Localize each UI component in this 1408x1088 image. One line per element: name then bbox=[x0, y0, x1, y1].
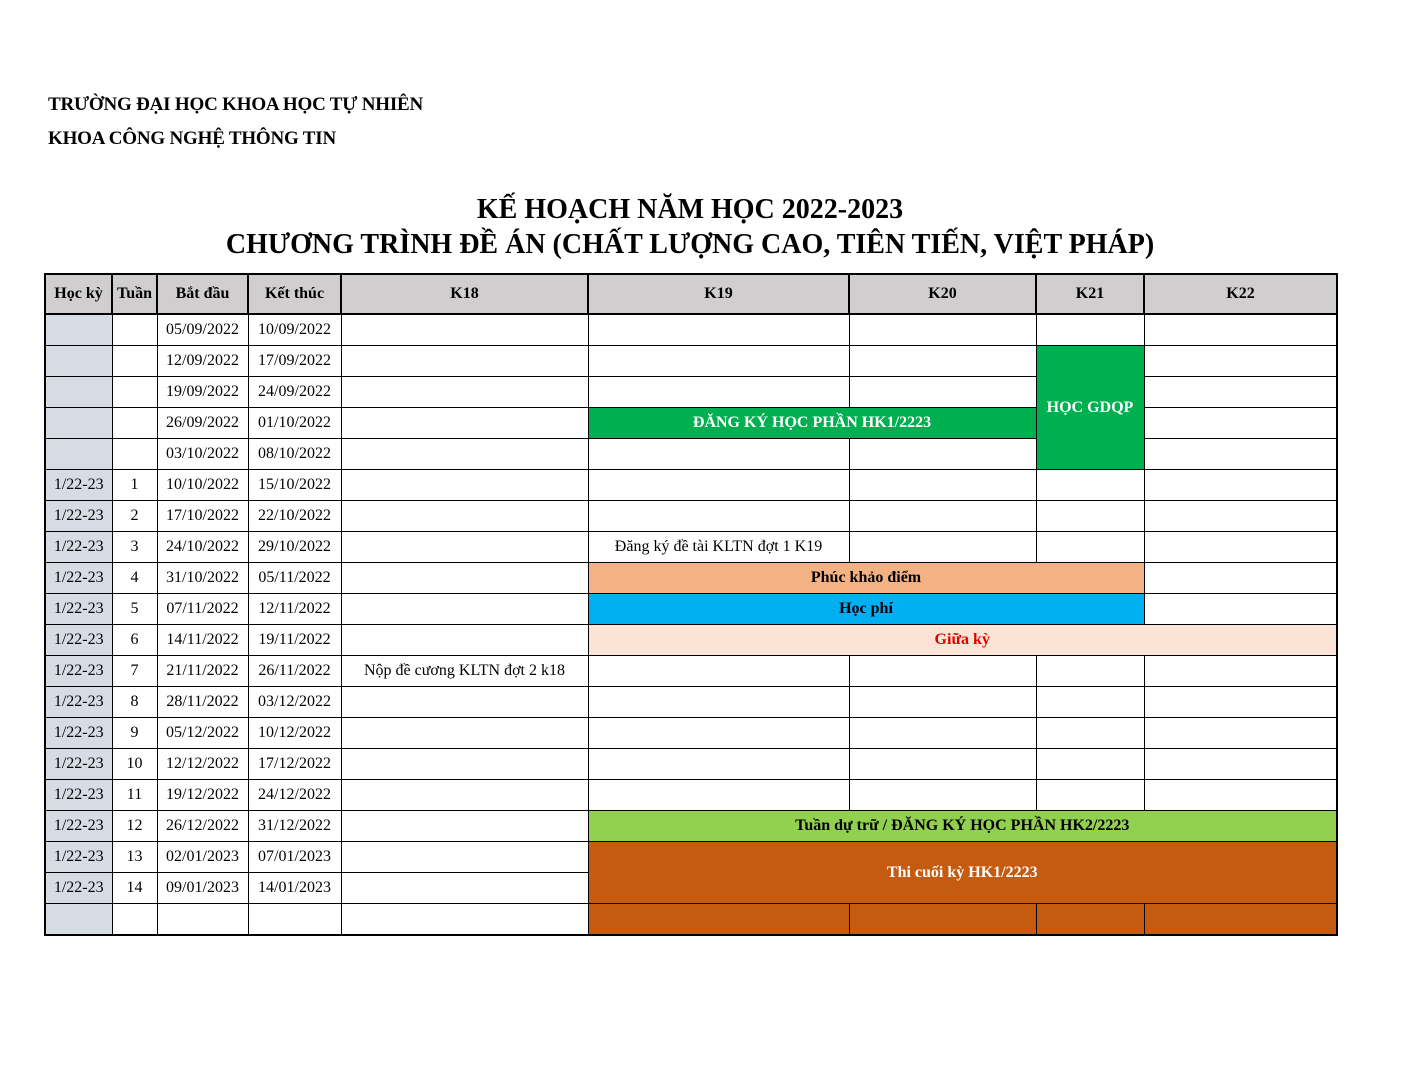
cell-tuan bbox=[112, 377, 157, 408]
cell-end: 07/01/2023 bbox=[248, 842, 341, 873]
cell-k20 bbox=[849, 439, 1036, 470]
cell-end: 24/09/2022 bbox=[248, 377, 341, 408]
cell-k21 bbox=[1036, 718, 1144, 749]
cell-end: 29/10/2022 bbox=[248, 532, 341, 563]
cell-start: 12/12/2022 bbox=[157, 749, 248, 780]
header-row bbox=[45, 274, 1337, 314]
cell-start: 31/10/2022 bbox=[157, 563, 248, 594]
cell-end: 19/11/2022 bbox=[248, 625, 341, 656]
table-row bbox=[45, 625, 1337, 656]
cell-start: 05/09/2022 bbox=[157, 314, 248, 346]
cell-k21 bbox=[1036, 780, 1144, 811]
cell-k18 bbox=[341, 625, 588, 656]
cell-end: 10/09/2022 bbox=[248, 314, 341, 346]
cell-end bbox=[248, 904, 341, 936]
cell-tuan bbox=[112, 904, 157, 936]
cell-end: 01/10/2022 bbox=[248, 408, 341, 439]
cell-k19 bbox=[588, 780, 849, 811]
cell-tuan: 13 bbox=[112, 842, 157, 873]
cell-k18 bbox=[341, 873, 588, 904]
col-header-k18: K18 bbox=[341, 274, 588, 314]
cell-start: 05/12/2022 bbox=[157, 718, 248, 749]
cell-tuan: 4 bbox=[112, 563, 157, 594]
cell-end: 17/12/2022 bbox=[248, 749, 341, 780]
cell-k18 bbox=[341, 718, 588, 749]
cell-k18 bbox=[341, 377, 588, 408]
cell-k18 bbox=[341, 811, 588, 842]
cell-k22 bbox=[1144, 563, 1337, 594]
table-row bbox=[45, 377, 1337, 408]
cell-k18 bbox=[341, 439, 588, 470]
academic-plan-table bbox=[44, 273, 1338, 936]
cell-k18 bbox=[341, 314, 588, 346]
cell-k21 bbox=[1036, 656, 1144, 687]
event-kltn-k18: Nộp đề cương KLTN đợt 2 k18 bbox=[341, 656, 588, 687]
cell-k20 bbox=[849, 718, 1036, 749]
cell-hoc-ky: 1/22-23 bbox=[45, 656, 112, 687]
cell-k22 bbox=[1144, 314, 1337, 346]
cell-hoc-ky bbox=[45, 377, 112, 408]
cell-hoc-ky: 1/22-23 bbox=[45, 718, 112, 749]
cell-k19 bbox=[588, 718, 849, 749]
cell-hoc-ky: 1/22-23 bbox=[45, 811, 112, 842]
cell-start bbox=[157, 904, 248, 936]
cell-tuan: 9 bbox=[112, 718, 157, 749]
col-header-k19: K19 bbox=[588, 274, 849, 314]
cell-k19 bbox=[588, 749, 849, 780]
cell-tuan: 1 bbox=[112, 470, 157, 501]
cell-k20 bbox=[849, 470, 1036, 501]
table-row bbox=[45, 594, 1337, 625]
cell-hoc-ky: 1/22-23 bbox=[45, 563, 112, 594]
cell-hoc-ky: 1/22-23 bbox=[45, 501, 112, 532]
cell-k20 bbox=[849, 346, 1036, 377]
table-row bbox=[45, 346, 1337, 377]
cell-k21 bbox=[1036, 532, 1144, 563]
cell-tuan: 3 bbox=[112, 532, 157, 563]
cell-k18 bbox=[341, 904, 588, 936]
cell-hoc-ky bbox=[45, 904, 112, 936]
cell-k19 bbox=[588, 377, 849, 408]
cell-k22 bbox=[1144, 346, 1337, 377]
cell-end: 05/11/2022 bbox=[248, 563, 341, 594]
cell-k22-exam-fill bbox=[1144, 904, 1337, 936]
cell-end: 24/12/2022 bbox=[248, 780, 341, 811]
cell-k19 bbox=[588, 314, 849, 346]
cell-k22 bbox=[1144, 439, 1337, 470]
cell-end: 12/11/2022 bbox=[248, 594, 341, 625]
cell-k18 bbox=[341, 780, 588, 811]
event-phuc-khao: Phúc khảo điểm bbox=[588, 563, 1144, 594]
cell-end: 15/10/2022 bbox=[248, 470, 341, 501]
cell-k21 bbox=[1036, 749, 1144, 780]
col-header-bat-dau: Bắt đầu bbox=[157, 274, 248, 314]
cell-tuan: 14 bbox=[112, 873, 157, 904]
event-tuan-du-tru: Tuần dự trữ / ĐĂNG KÝ HỌC PHẦN HK2/2223 bbox=[588, 811, 1337, 842]
cell-k22 bbox=[1144, 408, 1337, 439]
cell-hoc-ky: 1/22-23 bbox=[45, 687, 112, 718]
cell-start: 03/10/2022 bbox=[157, 439, 248, 470]
cell-start: 07/11/2022 bbox=[157, 594, 248, 625]
cell-k22 bbox=[1144, 470, 1337, 501]
table-row bbox=[45, 408, 1337, 439]
cell-end: 17/09/2022 bbox=[248, 346, 341, 377]
cell-k18 bbox=[341, 408, 588, 439]
table-row bbox=[45, 749, 1337, 780]
table-row bbox=[45, 532, 1337, 563]
cell-k20 bbox=[849, 532, 1036, 563]
plan-title: KẾ HOẠCH NĂM HỌC 2022-2023 bbox=[476, 194, 904, 225]
cell-k20 bbox=[849, 780, 1036, 811]
event-dang-ky-hoc-phan-hk1: ĐĂNG KÝ HỌC PHẦN HK1/2223 bbox=[588, 408, 1036, 439]
table-row bbox=[45, 470, 1337, 501]
cell-start: 09/01/2023 bbox=[157, 873, 248, 904]
cell-hoc-ky bbox=[45, 439, 112, 470]
cell-tuan bbox=[112, 346, 157, 377]
table-row bbox=[45, 780, 1337, 811]
table-row bbox=[45, 501, 1337, 532]
cell-k19 bbox=[588, 656, 849, 687]
cell-start: 19/09/2022 bbox=[157, 377, 248, 408]
cell-start: 14/11/2022 bbox=[157, 625, 248, 656]
col-header-k21: K21 bbox=[1036, 274, 1144, 314]
cell-k19 bbox=[588, 470, 849, 501]
cell-k20 bbox=[849, 377, 1036, 408]
cell-hoc-ky bbox=[45, 314, 112, 346]
cell-hoc-ky: 1/22-23 bbox=[45, 842, 112, 873]
cell-k18 bbox=[341, 687, 588, 718]
cell-k21 bbox=[1036, 687, 1144, 718]
event-hoc-phi: Học phí bbox=[588, 594, 1144, 625]
cell-hoc-ky: 1/22-23 bbox=[45, 594, 112, 625]
cell-tuan bbox=[112, 439, 157, 470]
col-header-ket-thuc: Kết thúc bbox=[248, 274, 341, 314]
cell-start: 28/11/2022 bbox=[157, 687, 248, 718]
cell-start: 02/01/2023 bbox=[157, 842, 248, 873]
cell-tuan bbox=[112, 314, 157, 346]
cell-tuan: 5 bbox=[112, 594, 157, 625]
cell-start: 10/10/2022 bbox=[157, 470, 248, 501]
table-row bbox=[45, 842, 1337, 873]
cell-hoc-ky: 1/22-23 bbox=[45, 873, 112, 904]
event-gdqp: HỌC GDQP bbox=[1036, 346, 1144, 470]
cell-start: 19/12/2022 bbox=[157, 780, 248, 811]
cell-tuan: 10 bbox=[112, 749, 157, 780]
faculty-name: KHOA CÔNG NGHỆ THÔNG TIN bbox=[48, 128, 336, 149]
cell-k21-exam-fill bbox=[1036, 904, 1144, 936]
cell-k20 bbox=[849, 501, 1036, 532]
table-row bbox=[45, 439, 1337, 470]
cell-tuan: 8 bbox=[112, 687, 157, 718]
cell-start: 17/10/2022 bbox=[157, 501, 248, 532]
cell-hoc-ky: 1/22-23 bbox=[45, 470, 112, 501]
cell-k18 bbox=[341, 470, 588, 501]
cell-tuan: 7 bbox=[112, 656, 157, 687]
cell-start: 21/11/2022 bbox=[157, 656, 248, 687]
cell-k20 bbox=[849, 749, 1036, 780]
cell-k22 bbox=[1144, 501, 1337, 532]
cell-end: 22/10/2022 bbox=[248, 501, 341, 532]
cell-k22 bbox=[1144, 718, 1337, 749]
cell-start: 26/12/2022 bbox=[157, 811, 248, 842]
cell-k19 bbox=[588, 501, 849, 532]
cell-hoc-ky bbox=[45, 408, 112, 439]
cell-k21 bbox=[1036, 314, 1144, 346]
cell-k22 bbox=[1144, 377, 1337, 408]
table-row bbox=[45, 314, 1337, 346]
cell-start: 24/10/2022 bbox=[157, 532, 248, 563]
cell-end: 26/11/2022 bbox=[248, 656, 341, 687]
col-header-tuan: Tuần bbox=[112, 274, 157, 314]
cell-k22 bbox=[1144, 780, 1337, 811]
col-header-hoc-ky: Học kỳ bbox=[45, 274, 112, 314]
cell-k18 bbox=[341, 842, 588, 873]
event-thi-cuoi-ky: Thi cuối kỳ HK1/2223 bbox=[588, 842, 1337, 904]
table-row bbox=[45, 687, 1337, 718]
cell-k19 bbox=[588, 346, 849, 377]
cell-tuan: 2 bbox=[112, 501, 157, 532]
cell-k19-exam-fill bbox=[588, 904, 849, 936]
cell-end: 10/12/2022 bbox=[248, 718, 341, 749]
cell-hoc-ky: 1/22-23 bbox=[45, 749, 112, 780]
cell-k21 bbox=[1036, 470, 1144, 501]
cell-k18 bbox=[341, 501, 588, 532]
table-row bbox=[45, 811, 1337, 842]
cell-k20-exam-fill bbox=[849, 904, 1036, 936]
cell-tuan bbox=[112, 408, 157, 439]
cell-k20 bbox=[849, 656, 1036, 687]
cell-k18 bbox=[341, 532, 588, 563]
cell-hoc-ky: 1/22-23 bbox=[45, 625, 112, 656]
cell-end: 03/12/2022 bbox=[248, 687, 341, 718]
cell-hoc-ky: 1/22-23 bbox=[45, 532, 112, 563]
cell-k19 bbox=[588, 687, 849, 718]
cell-k22 bbox=[1144, 687, 1337, 718]
cell-tuan: 6 bbox=[112, 625, 157, 656]
cell-k18 bbox=[341, 346, 588, 377]
cell-k18 bbox=[341, 594, 588, 625]
event-giua-ky: Giữa kỳ bbox=[588, 625, 1337, 656]
cell-tuan: 11 bbox=[112, 780, 157, 811]
cell-k22 bbox=[1144, 656, 1337, 687]
cell-k22 bbox=[1144, 532, 1337, 563]
cell-start: 26/09/2022 bbox=[157, 408, 248, 439]
cell-start: 12/09/2022 bbox=[157, 346, 248, 377]
cell-tuan: 12 bbox=[112, 811, 157, 842]
col-header-k20: K20 bbox=[849, 274, 1036, 314]
cell-k21 bbox=[1036, 501, 1144, 532]
cell-k18 bbox=[341, 563, 588, 594]
table-row bbox=[45, 656, 1337, 687]
table-row bbox=[45, 718, 1337, 749]
cell-k22 bbox=[1144, 749, 1337, 780]
event-kltn-k19: Đăng ký đề tài KLTN đợt 1 K19 bbox=[588, 532, 849, 563]
cell-end: 31/12/2022 bbox=[248, 811, 341, 842]
plan-subtitle: CHƯƠNG TRÌNH ĐỀ ÁN (CHẤT LƯỢNG CAO, TIÊN TIẾN, VIỆT PHÁP) bbox=[225, 229, 1155, 260]
cell-k18 bbox=[341, 749, 588, 780]
table-row bbox=[45, 563, 1337, 594]
cell-k20 bbox=[849, 314, 1036, 346]
cell-end: 08/10/2022 bbox=[248, 439, 341, 470]
cell-k20 bbox=[849, 687, 1036, 718]
university-name: TRƯỜNG ĐẠI HỌC KHOA HỌC TỰ NHIÊN bbox=[48, 94, 424, 115]
cell-end: 14/01/2023 bbox=[248, 873, 341, 904]
cell-hoc-ky bbox=[45, 346, 112, 377]
cell-hoc-ky: 1/22-23 bbox=[45, 780, 112, 811]
col-header-k22: K22 bbox=[1144, 274, 1337, 314]
table-row bbox=[45, 904, 1337, 936]
cell-k22 bbox=[1144, 594, 1337, 625]
cell-k19 bbox=[588, 439, 849, 470]
